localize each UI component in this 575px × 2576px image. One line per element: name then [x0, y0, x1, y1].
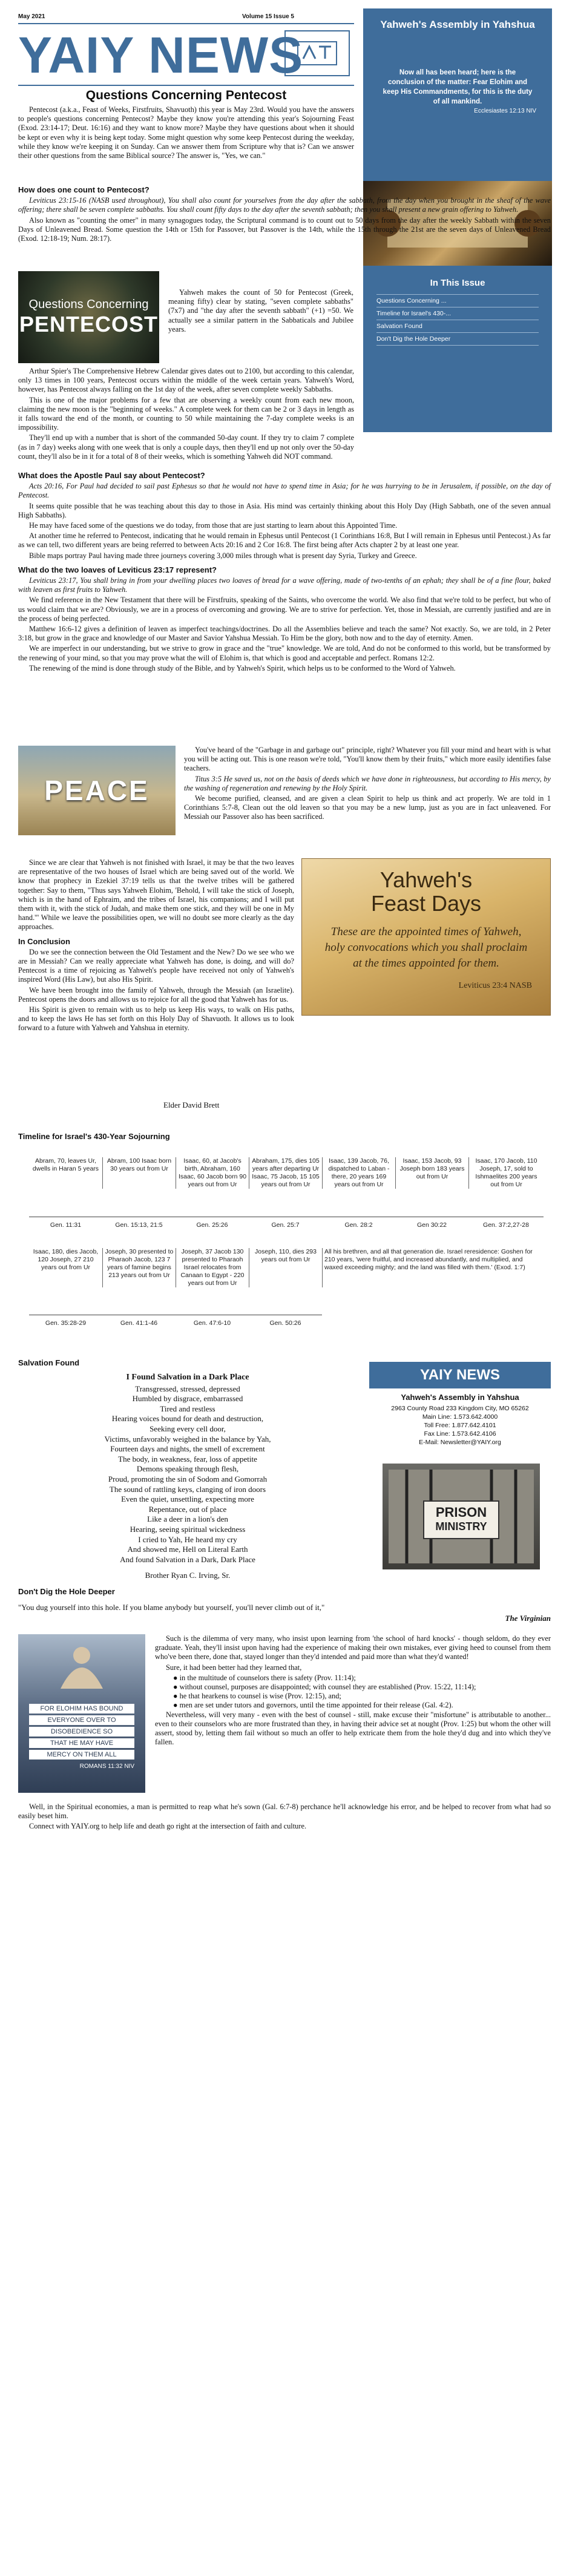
- paragraph: Leviticus 23:17, You shall bring in from your dwelling places two loaves of bread for a wave offering, made of two-tenths of an ephah; they shall be of a fine flour, baked with leaven as first fruits to Yahweh.: [18, 576, 551, 594]
- poem-line: Seeking every cell door,: [150, 1424, 226, 1433]
- timeline-row-1: [29, 1157, 544, 1189]
- paragraph: Arthur Spier's The Comprehensive Hebrew Calendar gives dates out to 2100, but according to this calendar, only 13 times in 100 years, Pentecost occurs within the middle of the week certain years. Yahweh's Word, however, has Pentecost always falling on the 1st day of the week, after seven complete weekly Sabbaths.: [18, 367, 354, 394]
- bullet-icon: ●: [173, 1683, 180, 1692]
- timeline-ref: Gen. 35:28-29: [45, 1319, 87, 1327]
- paragraph: Well, in the Spiritual economies, a man is permitted to reap what he's sown (Gal. 6:7-8) perchance he'll acknowledge his error, and be helped to recover from what had so easily beset him.: [18, 1802, 551, 1821]
- paragraph: Yahweh makes the count of 50 for Pentecost (Greek, meaning fifty) clear by stating, "seven complete sabbaths" (7x7) and "the day after the seventh sabbath" (+1) =50. We actually see a similar pattern in the Sabbaticals and Jubilee years.: [168, 288, 353, 334]
- question-heading: In Conclusion: [18, 936, 70, 946]
- feast-title-1: Yahweh's: [380, 867, 473, 892]
- article-body-beside-peace: [184, 746, 551, 823]
- article-author: Elder David Brett: [163, 1100, 220, 1109]
- timeline-ref: Gen 30:22: [416, 1221, 447, 1229]
- bullet-text: he that hearkens to counsel is wise (Prov. 12:15), and;: [179, 1692, 341, 1701]
- feast-title-2: Feast Days: [370, 891, 482, 916]
- poem-line: Like a deer in a lion's den: [147, 1514, 228, 1524]
- timeline-ref: Gen. 47:6-10: [193, 1319, 231, 1327]
- poem-line: And showed me, Hell on Literal Earth: [127, 1545, 248, 1554]
- poem-line: Tired and restless: [160, 1404, 215, 1413]
- issue-item[interactable]: Don't Dig the Hole Deeper: [376, 332, 539, 346]
- paragraph: Bible maps portray Paul having made three journeys covering 3,000 miles through what is present day Syria, Turkey and Greece.: [29, 551, 417, 560]
- timeline-event: Abram, 100 Isaac born 30 years out from Ur: [102, 1157, 176, 1189]
- hole-body: [155, 1634, 551, 1748]
- poem-line: Hearing, seeing spiritual wickedness: [130, 1524, 246, 1534]
- issue-item[interactable]: Questions Concerning ...: [376, 294, 539, 307]
- timeline-event: Joseph, 30 presented to Pharaoh Jacob, 123 7 years of famine begins 213 years out from Ur: [102, 1248, 176, 1287]
- bullet-item: [155, 1692, 551, 1701]
- question-heading: What do the two loaves of Leviticus 23:17 represent?: [18, 565, 217, 574]
- hole-quote-source: The Virginian: [505, 1614, 551, 1623]
- article-body-beside-feast: [18, 858, 294, 1034]
- in-this-issue-heading: In This Issue: [430, 278, 485, 288]
- poem-author: Brother Ryan C. Irving, Sr.: [145, 1571, 231, 1580]
- timeline-event: Abraham, 175, dies 105 years after departing Ur Isaac, 75 Jacob, 15 105 years out from Ur: [249, 1157, 322, 1189]
- article-body-mid: [18, 466, 551, 674]
- poem-line: Victims, unfavorably weighed in the balance by Yah,: [104, 1434, 271, 1444]
- timeline-ref: Gen. 37:2,27-28: [483, 1221, 529, 1229]
- sidebar-title: Yahweh's Assembly in Yahshua: [380, 19, 535, 30]
- bullet-text: men are set under tutors and governors, until the time appointed for their release (Gal. 4:2).: [179, 1701, 453, 1710]
- paragraph: Such is the dilemma of very many, who insist upon learning from 'the school of hard knocks' - though seldom, do they ever graduate. Yeah, they'll insist upon having had the experience of making their own mistakes, ever giving heed to counsel from them who've been there, done that, stayed longer than they'd intended and paid more than what they'd wanted!: [155, 1634, 551, 1661]
- timeline-ref: Gen. 50:26: [269, 1319, 301, 1327]
- paragraph: Acts 20:16, For Paul had decided to sail past Ephesus so that he would not have to spend time in Asia; for he was hurrying to be in Jerusalem, if possible, on the day of Pentecost.: [18, 482, 551, 500]
- poem-line: I cried to Yah, He heard my cry: [138, 1534, 237, 1544]
- hole-body-tail: [18, 1802, 551, 1833]
- poem-line: Proud, promoting the sin of Sodom and Gomorrah: [108, 1474, 268, 1484]
- verse-line: EVERYONE OVER TO: [29, 1715, 134, 1725]
- timeline-ref: Gen. 25:26: [196, 1221, 228, 1229]
- issue-date: May 2021: [18, 13, 45, 20]
- intro-paragraph: Pentecost (a.k.a., Feast of Weeks, Firstfruits, Shavuoth) this year is May 23rd. Would you have the answers to people's questions concerning Pentecost? Maybe they know you're attending this year's Sojourning Feast (Exod. 23:14-17; Deut. 16:16) and they want to know more? Maybe they have questions about when it should be kept or even why it is being kept today. Some might question why some keep Pentecost during the weekday, while they know we're keeping it on Sunday. Can we answer them from Scripture why that is? Can we answer their other questions from the same Biblical source? The answer is, "Yes, we can.": [18, 105, 354, 160]
- contact-org: Yahweh's Assembly in Yahshua: [401, 1393, 519, 1402]
- bullet-text: in the multitude of counselors there is safety (Prov. 11:14);: [179, 1673, 356, 1682]
- paragraph: We find reference in the New Testament that there will be Firstfruits, speaking of the Saints, who overcome the world. We also find that we're told to be perfect, but who of us would claim that we are? Obviously, we are in a process of overcoming and growing. We are to strive for perfection. Yet, those in Messiah, are currently justified and are in the process of being perfected.: [18, 596, 551, 623]
- paragraph: Do we see the connection between the Old Testament and the New? Do we see who we are in Messiah? Can we really appreciate what Yahweh has done, is doing, and will do? Pentecost is a time of rejoicing as Yahweh's people have received not only of Yahweh's inspired Word (His Law), but also His Spirit.: [18, 947, 294, 984]
- verse-line: THAT HE MAY HAVE: [29, 1738, 134, 1748]
- paragraph: Matthew 16:6-12 gives a definition of leaven as imperfect teachings/doctrines. Do all the Assemblies believe and teach the same? Not exactly. So, we are told, in 2 Peter 3:18, but grow in the grace and knowledge of our Master and Savior Yahshua Messiah. To Him be the glory, both now and to the day of eternity. Amen.: [18, 625, 551, 643]
- paragraph: Titus 3:5 He saved us, not on the basis of deeds which we have done in righteousness, but according to His mercy, by the washing of regeneration and renewing by the Holy Spirit.: [184, 774, 551, 792]
- paragraph: We have been brought into the family of Yahweh, through the Messiah (an Israelite). Pentecost opens the doors and allows us to rejoice for all the good that Yahweh has for us.: [18, 985, 294, 1004]
- contact-logo: YAIY NEWS: [419, 1367, 501, 1383]
- paragraph: You've heard of the "Garbage in and garbage out" principle, right? Whatever you fill your mind and heart with is what you will be acting out. This is one reason we're told, "You'll know them by their fruits," which more easily identifies false teachers.: [184, 746, 551, 773]
- article-title: Questions Concerning Pentecost: [85, 88, 287, 102]
- timeline-event: Isaac, 180, dies Jacob, 120 Joseph, 27 210 years out from Ur: [33, 1248, 99, 1271]
- peace-text: PEACE: [44, 775, 150, 806]
- poem-line: Transgressed, stressed, depressed: [135, 1384, 240, 1393]
- sidebar-quote-ref: Ecclesiastes 12:13 NIV: [474, 108, 536, 114]
- timeline-event: Joseph, 110, dies 293 years out from Ur: [249, 1248, 322, 1287]
- paragraph: His Spirit is given to remain with us to help us keep His ways, to walk on His paths, and to keep the laws He has set forth on this Holy Day of Shavuoth. It allows us to look forward to a future with Yahweh and Yahshua in eternity.: [18, 1005, 294, 1033]
- bullet-icon: ●: [173, 1692, 180, 1701]
- timeline-row-2: [29, 1248, 544, 1287]
- poem-line: Demons speaking through flesh,: [136, 1464, 239, 1474]
- bullet-icon: ●: [173, 1673, 180, 1682]
- paragraph: This is one of the major problems for a few that are observing a weekly count from each new moon, claiming the new moon is the "beginning of weeks." A complete week for them can be 2 or 3 days in length as it falls toward the end of the month, or counting to 50 while maintaining the 7-day complete weeks is an impossibility.: [18, 395, 354, 432]
- paragraph: He may have faced some of the questions we do today, from those that are just starting to learn about this Appointed Time.: [29, 521, 398, 530]
- in-this-issue-list: [376, 294, 539, 346]
- verse-image: [18, 1634, 145, 1793]
- contact-tollfree: Toll Free: 1.877.642.4101: [424, 1422, 496, 1429]
- paragraph: Sure, it had been better had they learned that,: [166, 1663, 302, 1672]
- poem-line: Even the quiet, unsettling, expecting more: [121, 1494, 254, 1504]
- timeline-event: Joseph, 37 Jacob 130 presented to Pharaoh Israel relocates from Canaan to Egypt - 220 years out from Ur: [176, 1248, 249, 1287]
- paragraph: It seems quite possible that he was teaching about this day to those in Asia. His mind was certainly thinking about this Holy Day (High Sabbath, one of the seven annual High Sabbaths).: [18, 501, 551, 519]
- paragraph: They'll end up with a number that is short of the commanded 50-day count. If they try to claim 7 complete (as in 7 day) weeks along with one week that is only a couple days, then they'll end up not only over the 50-day count, they'll also be in it for a total of 8 of their weeks, which is something Yahweh did NOT command.: [18, 433, 354, 461]
- assembly-logo: [284, 30, 350, 76]
- bullet-text: without counsel, purposes are disappointed; with counsel they are established (Prov. 15:22, 11:14);: [179, 1683, 476, 1692]
- poem-line: The sound of rattling keys, clanging of iron doors: [109, 1484, 266, 1494]
- verse-line: MERCY ON THEM ALL: [29, 1750, 134, 1760]
- sidebar-quote: Now all has been heard; here is the conclusion of the matter: Fear Elohim and keep His Commandments, for this is the duty of all mankind.: [383, 69, 533, 105]
- verse-line: FOR ELOHIM HAS BOUND: [29, 1704, 134, 1714]
- paragraph: The renewing of the mind is done through study of the Bible, and by Yahweh's Spirit, which helps us to be conformed to the Word of Yahweh.: [29, 663, 456, 672]
- timeline-ref: Gen. 11:31: [50, 1221, 82, 1229]
- prison-ministry-image: [383, 1464, 540, 1569]
- paragraph: We become purified, cleansed, and are given a clean Spirit to help us think and act properly. We are told in 1 Corinthians 5:7-8, Clean out the old leaven so that you may be a new lump, just as you are in fact unleavened. For Messiah our Passover also has been sacrificed.: [184, 794, 551, 821]
- masthead-rule: [18, 23, 354, 24]
- paragraph: At another time he referred to Pentecost, indicating that he would remain in Ephesus until Pentecost (1 Corinthians 16:8, But I will remain in Ephesus until Pentecost.) As far as we can tell, two different years are being referred to between Acts 20:16 and 2 Cor 16:8. The first being after Acts chapter 2 by at least one year.: [18, 531, 551, 550]
- contact-block: [369, 1393, 551, 1447]
- bullet-item: [155, 1683, 551, 1692]
- paragraph: Leviticus 23:15-16 (NASB used throughout), You shall also count for yourselves from the day after the sabbath, from the day when you brought in the sheaf of the wave offering; there shall be seven complete sabbaths. You shall count fifty days to the day after the seventh sabbath; then you shall present a new grain offering to Yahweh.: [18, 196, 551, 214]
- timeline-event: Isaac, 60, at Jacob's birth, Abraham, 160 Isaac, 60 Jacob born 90 years out from Ur: [176, 1157, 249, 1189]
- poem-title: I Found Salvation in a Dark Place: [126, 1373, 249, 1382]
- question-heading: What does the Apostle Paul say about Pentecost?: [18, 471, 205, 480]
- verse-line: DISOBEDIENCE SO: [29, 1727, 134, 1736]
- issue-volume: Volume 15 Issue 5: [242, 13, 294, 20]
- poem-line: Fourteen days and nights, the smell of excrement: [110, 1444, 265, 1454]
- timeline-ref: Gen. 15:13, 21:5: [115, 1221, 163, 1229]
- verse-ref: ROMANS 11:32 NIV: [79, 1763, 134, 1770]
- issue-item[interactable]: Salvation Found: [376, 320, 539, 332]
- timeline-event: Isaac, 170 Jacob, 110 Joseph, 17, sold to Ishmaelites 200 years out from Ur: [468, 1157, 544, 1189]
- verse-lines: [29, 1702, 134, 1770]
- issue-item[interactable]: Timeline for Israel's 430-...: [376, 307, 539, 320]
- contact-address: 2963 County Road 233 Kingdom City, MO 65262: [391, 1405, 529, 1412]
- timeline-ref: Gen. 25:7: [271, 1221, 300, 1229]
- article-body-continued: [18, 367, 354, 462]
- paragraph: Connect with YAIY.org to help life and death go right at the intersection of faith and culture.: [29, 1822, 307, 1831]
- masthead-rule-bottom: [18, 85, 354, 86]
- feast-body: These are the appointed times of Yahweh, holy convocations which you shall proclaim at the times appointed for them.: [324, 925, 528, 970]
- hole-section-title: Don't Dig the Hole Deeper: [18, 1587, 115, 1596]
- image-text-small: Questions Concerning: [28, 297, 149, 311]
- paragraph: Nevertheless, will very many - even with the best of counsel - still, make excuse their "misfortune" is attributable to another... even to their counselors who are more frustrated than they, in having their advice set at nought (Prov. 1:25) but whom the other will assert, stood by, letting them fail without so much an offer to help extricate them from the hole they'd dug and into which they've fallen.: [155, 1710, 551, 1747]
- prison-text-2: MINISTRY: [435, 1520, 487, 1533]
- poem-line: The body, in weakness, fear, loss of appetite: [118, 1454, 257, 1464]
- timeline-ref: Gen. 28:2: [344, 1221, 373, 1229]
- bullet-icon: ●: [173, 1701, 180, 1710]
- poem-line: Repentance, out of place: [148, 1504, 227, 1514]
- pentecost-image: [18, 271, 159, 363]
- question-heading: How does one count to Pentecost?: [18, 185, 150, 194]
- poem-line: Hearing voices bound for death and destruction,: [111, 1414, 264, 1424]
- paragraph: Since we are clear that Yahweh is not finished with Israel, it may be that the two leaves are representative of the two houses of Israel which are being saved out of the world. We know that prophecy in Ezekiel 37:19 tells us that the twelve tribes will be gathered together: Say to them, "Thus says Yahweh Elohim, 'Behold, I will take the stick of Joseph, which is in the hand of Ephraim, and the tribes of Israel, his companions; and I will put them with it, with the stick of Judah, and make them one stick, and they will be one in My hand.'" While we leave the possibilities open, we will no doubt see more clearly as the day approaches.: [18, 858, 294, 932]
- contact-fax: Fax Line: 1.573.642.4106: [424, 1430, 496, 1438]
- timeline-event: All his brethren, and all that generation die. Israel reresidence: Goshen for 210 years, 'were fruitful, and increased abundantly, and multiplied, and waxed exceeding mighty; and the land was filled with them.' (Exod. 1:7): [322, 1248, 544, 1287]
- poem: [18, 1373, 357, 1581]
- prison-text-1: PRISON: [435, 1505, 487, 1520]
- timeline-title: Timeline for Israel's 430-Year Sojourning: [18, 1132, 170, 1141]
- timeline-event: Isaac, 153 Jacob, 93 Joseph born 183 years out from Ur: [395, 1157, 468, 1189]
- paragraph: Also known as "counting the omer" in many synagogues today, the Scriptural command is to count out to 50 days from the day after the weekly Sabbath within the seven Days of Unleavened Bread. Some question the 14th or 15th for Passover, but Passover is the 14th, while the 15th through the 21st are the seven days of Unleavened Bread (Exod. 12:18-19; Num. 28:17).: [18, 215, 551, 243]
- timeline-event: Abram, 70, leaves Ur, dwells in Haran 5 years: [32, 1157, 99, 1172]
- bullet-item: [155, 1701, 551, 1710]
- hole-quote: "You dug yourself into this hole. If you blame anybody but yourself, you'll never climb out of it,": [18, 1603, 325, 1612]
- timeline-event: Isaac, 139 Jacob, 76, dispatched to Laban - there, 20 years 169 years out from Ur: [322, 1157, 395, 1189]
- contact-main: Main Line: 1.573.642.4000: [422, 1413, 498, 1421]
- bullet-item: [155, 1674, 551, 1683]
- paragraph: We are imperfect in our understanding, but we strive to grow in grace and the "true" knowledge. We are told, And do not be conformed to this world, but be transformed by the renewing of your mind, so that you may prove what the will of Elohim is, that which is good and acceptable and perfect. Romans 12:2.: [18, 644, 551, 662]
- article-body-top: [18, 180, 551, 245]
- feast-ref: Leviticus 23:4 NASB: [458, 981, 532, 990]
- contact-email[interactable]: E-Mail: Newsletter@YAIY.org: [419, 1439, 501, 1446]
- article-intro: [18, 105, 354, 162]
- poem-line: Humbled by disgrace, embarrassed: [132, 1394, 243, 1404]
- article-body-beside-image: [168, 288, 353, 335]
- image-text-large: PENTECOST: [19, 311, 159, 337]
- timeline-ref: Gen. 41:1-46: [120, 1319, 158, 1327]
- masthead: YAIY NEWS: [18, 27, 304, 84]
- poem-line: And found Salvation in a Dark, Dark Place: [120, 1554, 255, 1564]
- salvation-section-title: Salvation Found: [18, 1358, 80, 1367]
- peace-image: [18, 746, 176, 835]
- contact-logo-bar: [369, 1362, 551, 1388]
- feast-days-image: [301, 858, 551, 1016]
